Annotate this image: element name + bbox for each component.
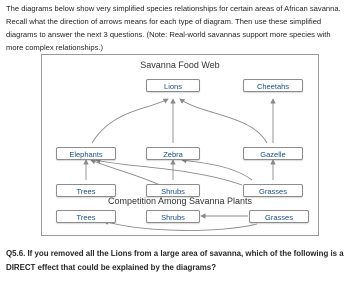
node-shrubs: Shrubs: [146, 184, 200, 197]
node-trees: Trees: [56, 184, 116, 197]
competition-node-shrubs: Shrubs: [146, 210, 200, 223]
arrow-elephants-to-lions: [92, 99, 168, 143]
arrow-shrubs-to-elephants: [91, 160, 160, 185]
competition-title: Competition Among Savanna Plants: [107, 196, 253, 206]
arrow-gazelle-to-lions: [180, 99, 267, 143]
node-gazelle: Gazelle: [243, 147, 303, 160]
arrow-grasses-to-elephants: [96, 160, 242, 185]
food-web-title: Savanna Food Web: [140, 60, 220, 70]
node-cheetahs: Cheetahs: [243, 79, 303, 92]
node-elephants: Elephants: [56, 147, 116, 160]
node-grasses: Grasses: [243, 184, 303, 197]
competition-node-trees: Trees: [56, 210, 116, 223]
node-zebra: Zebra: [146, 147, 200, 160]
competition-node-grasses: Grasses: [249, 210, 309, 223]
node-lions: Lions: [146, 79, 200, 92]
question-text: Q5.6. If you removed all the Lions from a large area of savanna, which of the following is a DIRECT effect that could be explained by the diagrams?: [6, 249, 344, 272]
arrow-grasses-to-zebra: [182, 160, 252, 180]
savanna-diagram-figure: [41, 54, 319, 236]
intro-paragraph: The diagrams below show very simplified species relationships for certain areas of African savanna. Recall what the direction of arrows means for each type of diagram. Then use these simplified diagrams to answer the next 3 questions. (Note: Real-world savannas support more species with more complex relationships.): [6, 4, 341, 52]
